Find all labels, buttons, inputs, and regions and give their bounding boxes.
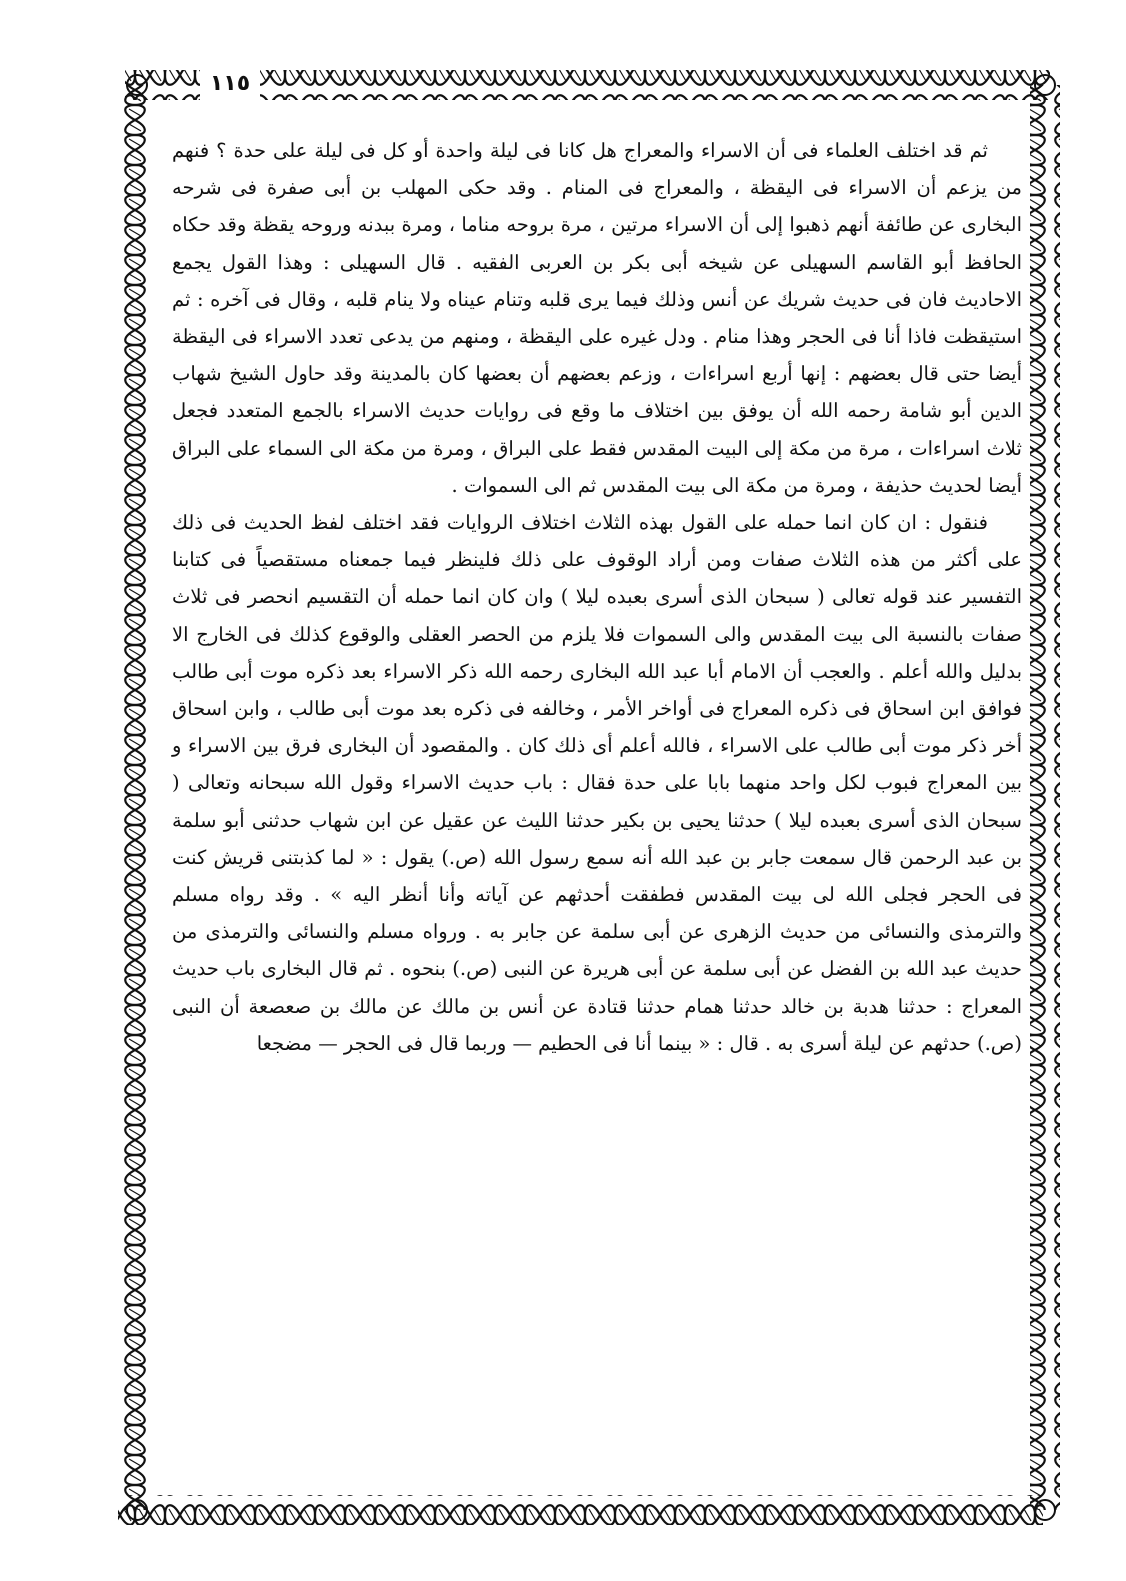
paragraph-2: فنقول : ان كان انما حمله على القول بهذه الثلاث اختلاف الروايات فقد اختلف لفظ الحديث فى ذلك على أكثر من هذه الثلاث صفات ومن أراد الوقوف على ذلك فلينظر فيما جمعناه مستقصياً فى كتابنا التفسير عند قوله تعالى ( سبحان الذى أسرى بعبده ليلا ) وان كان انما حمله أن التقسيم انحصر فى ثلاث صفات بالنسبة الى بيت المقدس والى السموات فلا يلزم من الحصر العقلى والوقوع كذلك فى الخارج الا بدليل والله أعلم . والعجب أن الامام أبا عبد الله البخارى رحمه الله ذكر الاسراء بعد ذكره موت أبى طالب فوافق ابن اسحاق فى ذكره المعراج فى أواخر الأمر ، وخالفه فى ذكره بعد موت أبى طالب ، وابن اسحاق أخر ذكر موت أبى طالب على الاسراء ، فالله أعلم أى ذلك كان . والمقصود أن البخارى فرق بين الاسراء و بين المعراج فبوب لكل واحد منهما بابا على حدة فقال : باب حديث الاسراء وقول الله سبحانه وتعالى ( سبحان الذى أسرى بعبده ليلا ) حدثنا يحيى بن بكير حدثنا الليث عن عقيل عن ابن شهاب حدثنى أبو سلمة بن عبد الرحمن قال سمعت جابر بن عبد الله أنه سمع رسول الله (ص.) يقول : « لما كذبتنى قريش كنت فى الحجر فجلى الله لى بيت المقدس فطفقت أحدثهم عن آياته وأنا أنظر اليه » . وقد رواه مسلم والترمذى والنسائى من حديث الزهرى عن أبى سلمة عن جابر به . ورواه مسلم والنسائى والترمذى من حديث عبد الله بن الفضل عن أبى سلمة عن أبى هريرة عن النبى (ص.) بنحوه . ثم قال البخارى باب حديث المعراج : حدثنا هدبة بن خالد حدثنا همام حدثنا قتادة عن أنس بن مالك عن مالك بن صعصعة أن النبى (ص.) حدثهم عن ليلة أسرى به . قال : « بينما أنا فى الحطيم — وربما قال فى الحجر — مضجعا: [172, 511, 1022, 1055]
paragraph-1: ثم قد اختلف العلماء فى أن الاسراء والمعراج هل كانا فى ليلة واحدة أو كل فى ليلة على حدة ؟ فنهم من يزعم أن الاسراء فى اليقظة ، والمعراج فى المنام . وقد حكى المهلب بن أبى صفرة فى شرحه البخارى عن طائفة أنهم ذهبوا إلى أن الاسراء مرتين ، مرة بروحه مناما ، ومرة ببدنه وروحه يقظة وقد حكاه الحافظ أبو القاسم السهيلى عن شيخه أبى بكر بن العربى الفقيه . قال السهيلى : وهذا القول يجمع الاحاديث فان فى حديث شريك عن أنس وذلك فيما يرى قلبه وتنام عيناه ولا ينام قلبه ، وقال فى آخره : ثم استيقظت فاذا أنا فى الحجر وهذا منام . ودل غيره على اليقظة ، ومنهم من يدعى تعدد الاسراء فى اليقظة أيضا حتى قال بعضهم : إنها أربع اسراءات ، وزعم بعضهم أن بعضها كان بالمدينة وقد حاول الشيخ شهاب الدين أبو شامة رحمه الله أن يوفق بين اختلاف ما وقع فى روايات حديث الاسراء بالجمع المتعدد فجعل ثلاث اسراءات ، مرة من مكة إلى البيت المقدس فقط على البراق ، ومرة من مكة الى السماء على البراق أيضا لحديث حذيفة ، ومرة من مكة الى بيت المقدس ثم الى السموات .: [172, 139, 1022, 497]
main-text: [172, 132, 1022, 1462]
page-number: ١١٥: [200, 68, 260, 100]
